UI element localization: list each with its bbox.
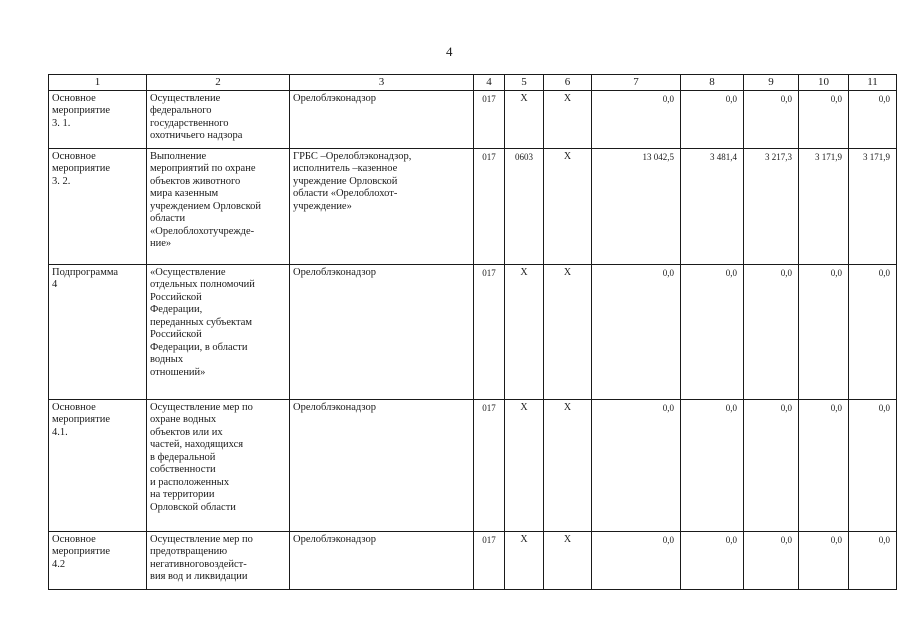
column-header: 2 bbox=[147, 75, 290, 91]
section-code: 0603 bbox=[505, 148, 544, 264]
amount-year-3: 0,0 bbox=[799, 399, 849, 531]
amount-total: 13 042,5 bbox=[592, 148, 681, 264]
target-code: X bbox=[544, 90, 592, 148]
table-row bbox=[49, 90, 897, 148]
program-description: Выполнение мероприятий по охране объектов животного мира казенным учреждением Орловской области «Орелоблохотучрежде- ние» bbox=[147, 148, 290, 264]
budget-table bbox=[48, 74, 897, 590]
amount-year-2: 0,0 bbox=[744, 531, 799, 589]
amount-year-3: 0,0 bbox=[799, 264, 849, 399]
amount-year-1: 0,0 bbox=[681, 90, 744, 148]
grbs-code: 017 bbox=[474, 148, 505, 264]
header-row bbox=[49, 75, 897, 91]
amount-year-3: 0,0 bbox=[799, 531, 849, 589]
amount-year-1: 3 481,4 bbox=[681, 148, 744, 264]
program-description: Осуществление мер по предотвращению негативноговоздейст- вия вод и ликвидации bbox=[147, 531, 290, 589]
amount-total: 0,0 bbox=[592, 531, 681, 589]
column-header: 5 bbox=[505, 75, 544, 91]
program-name: Основное мероприятие 4.2 bbox=[49, 531, 147, 589]
section-code: X bbox=[505, 264, 544, 399]
amount-year-2: 0,0 bbox=[744, 399, 799, 531]
amount-year-1: 0,0 bbox=[681, 264, 744, 399]
amount-year-2: 3 217,3 bbox=[744, 148, 799, 264]
target-code: X bbox=[544, 148, 592, 264]
column-header: 10 bbox=[799, 75, 849, 91]
target-code: X bbox=[544, 264, 592, 399]
amount-year-2: 0,0 bbox=[744, 90, 799, 148]
page-number: 4 bbox=[446, 44, 453, 59]
program-description: «Осуществление отдельных полномочий Российской Федерации, переданных субъектам Российской Федерации, в области водных отношений» bbox=[147, 264, 290, 399]
program-name: Основное мероприятие 3. 1. bbox=[49, 90, 147, 148]
column-header: 9 bbox=[744, 75, 799, 91]
program-description: Осуществление федерального государственного охотничьего надзора bbox=[147, 90, 290, 148]
amount-year-4: 0,0 bbox=[849, 90, 897, 148]
amount-year-3: 3 171,9 bbox=[799, 148, 849, 264]
amount-year-4: 0,0 bbox=[849, 264, 897, 399]
amount-total: 0,0 bbox=[592, 399, 681, 531]
column-header: 8 bbox=[681, 75, 744, 91]
column-header: 11 bbox=[849, 75, 897, 91]
executor: Орелоблэконадзор bbox=[290, 90, 474, 148]
amount-year-4: 3 171,9 bbox=[849, 148, 897, 264]
amount-total: 0,0 bbox=[592, 90, 681, 148]
section-code: X bbox=[505, 399, 544, 531]
amount-total: 0,0 bbox=[592, 264, 681, 399]
executor: Орелоблэконадзор bbox=[290, 531, 474, 589]
target-code: X bbox=[544, 399, 592, 531]
grbs-code: 017 bbox=[474, 90, 505, 148]
program-name: Основное мероприятие 3. 2. bbox=[49, 148, 147, 264]
amount-year-4: 0,0 bbox=[849, 531, 897, 589]
section-code: X bbox=[505, 531, 544, 589]
amount-year-3: 0,0 bbox=[799, 90, 849, 148]
column-header: 1 bbox=[49, 75, 147, 91]
program-description: Осуществление мер по охране водных объектов или их частей, находящихся в федеральной собственности и расположенных на территории Орловской области bbox=[147, 399, 290, 531]
table-row bbox=[49, 399, 897, 531]
column-header: 3 bbox=[290, 75, 474, 91]
section-code: X bbox=[505, 90, 544, 148]
amount-year-4: 0,0 bbox=[849, 399, 897, 531]
column-header: 4 bbox=[474, 75, 505, 91]
target-code: X bbox=[544, 531, 592, 589]
column-header: 6 bbox=[544, 75, 592, 91]
grbs-code: 017 bbox=[474, 399, 505, 531]
grbs-code: 017 bbox=[474, 531, 505, 589]
column-header: 7 bbox=[592, 75, 681, 91]
amount-year-1: 0,0 bbox=[681, 399, 744, 531]
program-name: Подпрограмма 4 bbox=[49, 264, 147, 399]
table-row bbox=[49, 148, 897, 264]
executor: ГРБС –Орелоблэконадзор, исполнитель –казенное учреждение Орловской области «Орелоблохот- учреждение» bbox=[290, 148, 474, 264]
amount-year-2: 0,0 bbox=[744, 264, 799, 399]
table-row bbox=[49, 531, 897, 589]
table-row bbox=[49, 264, 897, 399]
executor: Орелоблэконадзор bbox=[290, 264, 474, 399]
program-name: Основное мероприятие 4.1. bbox=[49, 399, 147, 531]
grbs-code: 017 bbox=[474, 264, 505, 399]
executor: Орелоблэконадзор bbox=[290, 399, 474, 531]
amount-year-1: 0,0 bbox=[681, 531, 744, 589]
